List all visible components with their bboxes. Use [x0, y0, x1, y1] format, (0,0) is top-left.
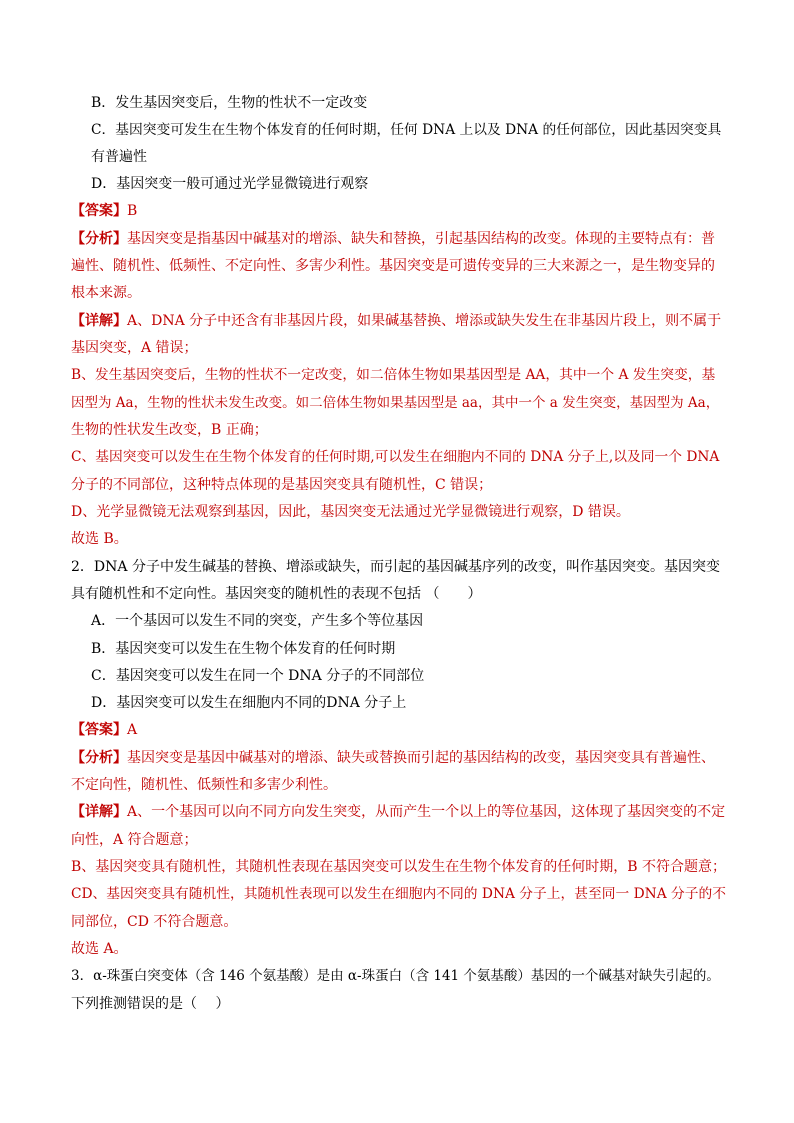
analysis-text: 基因突变是指基因中碱基对的增添、缺失和替换，引起基因结构的改变。体现的主要特点有：普 [127, 231, 715, 247]
q1-detail-line8: D、光学显微镜无法观察到基因，因此，基因突变无法通过光学显微镜进行观察，D 错误。 [71, 504, 630, 520]
q1-detail-line3: B、发生基因突变后，生物的性状不一定改变，如二倍体生物如果基因型是 AA，其中一个 A 发生突变，基 [71, 367, 716, 383]
q2-option-b: B．基因突变可以发生在生物个体发育的任何时期 [91, 641, 396, 657]
answer-tag: 【答案】 [71, 203, 127, 219]
analysis-tag: 【分析】 [71, 750, 127, 766]
answer-value: B [127, 203, 138, 219]
q2-stem-line2: 具有随机性和不定向性。基因突变的随机性的表现不包括 （ ） [71, 586, 482, 602]
q2-analysis-line1 [71, 748, 715, 768]
q2-analysis-line2: 不定向性，随机性、低频性和多害少利性。 [71, 777, 337, 793]
q2-detail-line1 [71, 802, 725, 822]
analysis-text: 基因突变是基因中碱基对的增添、缺失或替换而引起的基因结构的改变，基因突变具有普遍性、 [127, 750, 715, 766]
q2-option-c: C．基因突变可以发生在同一个 DNA 分子的不同部位 [91, 668, 425, 684]
q2-detail-line4: CD、基因突变具有随机性，其随机性表现可以发生在细胞内不同的 DNA 分子上，甚至同一 DNA 分子的不 [71, 886, 727, 902]
q1-option-d: D．基因突变一般可通过光学显微镜进行观察 [91, 176, 369, 192]
q1-option-b: B．发生基因突变后，生物的性状不一定改变 [91, 95, 368, 111]
q1-analysis-line2: 遍性、随机性、低频性、不定向性、多害少利性。基因突变是可遗传变异的三大来源之一，是生物变异的 [71, 258, 715, 274]
q1-detail-line4: 因型为 Aa，生物的性状未发生改变。如二倍体生物如果基因型是 aa，其中一个 a 发生突变，基因型为 Aa， [71, 395, 720, 411]
q2-stem-line1: 2．DNA 分子中发生碱基的替换、增添或缺失，而引起的基因碱基序列的改变，叫作基因突变。基因突变 [71, 559, 720, 575]
q1-answer [71, 201, 137, 221]
q1-analysis-line1 [71, 229, 715, 249]
q2-answer [71, 720, 137, 740]
q2-detail-line5: 同部位，CD 不符合题意。 [71, 914, 238, 930]
q1-option-c-line1: C．基因突变可发生在生物个体发育的任何时期，任何 DNA 上以及 DNA 的任何部位，因此基因突变具 [91, 122, 722, 138]
q1-detail-line1 [71, 311, 721, 331]
q2-option-d: D．基因突变可以发生在细胞内不同的DNA 分子上 [91, 695, 407, 711]
q3-stem-line1: 3．α-珠蛋白突变体（含 146 个氨基酸）是由 α-珠蛋白（含 141 个氨基酸）基因的一个碱基对缺失引起的。 [71, 968, 720, 984]
q3-stem-line2: 下列推测错误的是（ ） [71, 996, 230, 1012]
q1-option-c-line2: 有普遍性 [91, 149, 147, 165]
detail-text: A、DNA 分子中还含有非基因片段，如果碱基替换、增添或缺失发生在非基因片段上，则不属于 [127, 313, 722, 329]
detail-text: A、一个基因可以向不同方向发生突变，从而产生一个以上的等位基因，这体现了基因突变的不定 [127, 804, 726, 820]
q1-detail-line6: C、基因突变可以发生在生物个体发育的任何时期,可以发生在细胞内不同的 DNA 分子上,以及同一个 DNA [71, 449, 720, 465]
detail-tag: 【详解】 [71, 804, 127, 820]
q1-analysis-line3: 根本来源。 [71, 285, 141, 301]
q2-detail-line2: 向性，A 符合题意； [71, 832, 198, 848]
q1-conclusion: 故选 B。 [71, 531, 128, 547]
q1-detail-line7: 分子的不同部位，这种特点体现的是基因突变具有随机性，C 错误； [71, 477, 493, 493]
q2-option-a: A．一个基因可以发生不同的突变，产生多个等位基因 [91, 613, 424, 629]
q2-conclusion: 故选 A。 [71, 941, 128, 957]
analysis-tag: 【分析】 [71, 231, 127, 247]
q1-detail-line5: 生物的性状发生改变，B 正确； [71, 422, 268, 438]
answer-tag: 【答案】 [71, 722, 127, 738]
detail-tag: 【详解】 [71, 313, 127, 329]
answer-value: A [127, 722, 138, 738]
q2-detail-line3: B、基因突变具有随机性，其随机性表现在基因突变可以发生在生物个体发育的任何时期，B 不符合题意； [71, 859, 727, 875]
q1-detail-line2: 基因突变，A 错误； [71, 340, 198, 356]
